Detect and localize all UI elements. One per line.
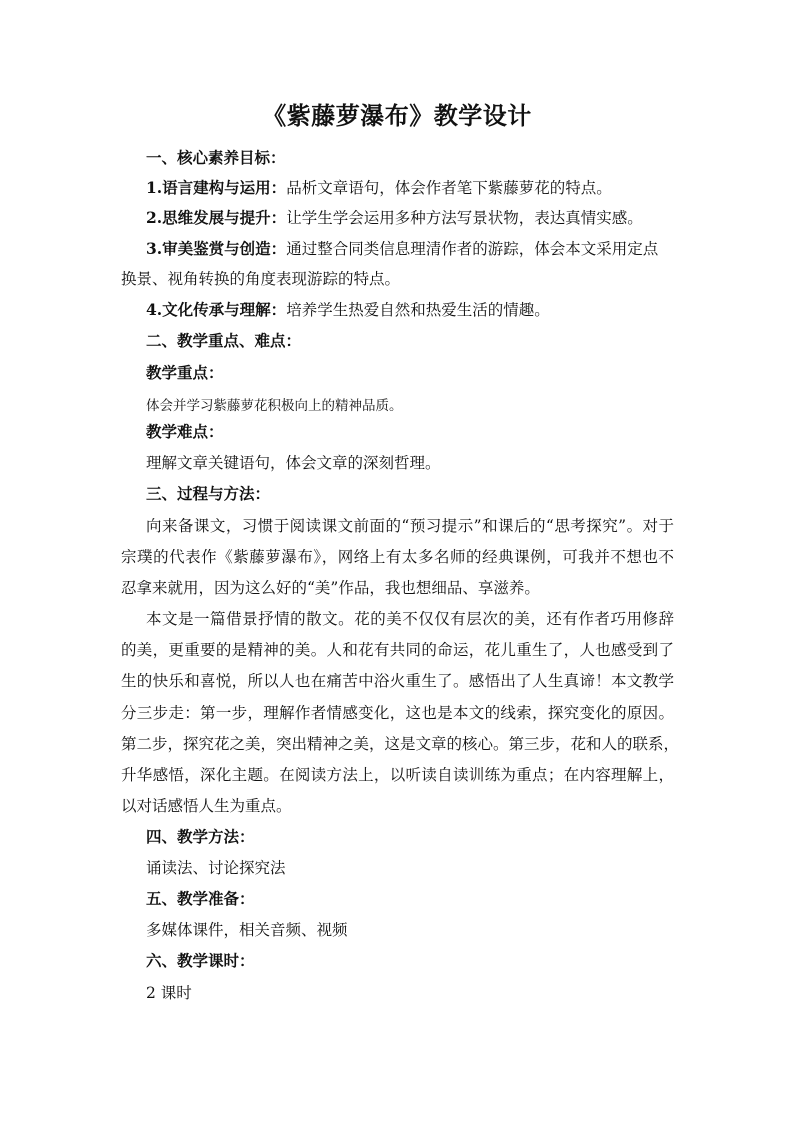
goal-item-4 bbox=[146, 298, 550, 320]
document-title: 《紫藤萝瀑布》教学设计 bbox=[262, 101, 532, 130]
hours-text: 2 课时 bbox=[146, 984, 192, 1002]
paragraph-line: 本文是一篇借景抒情的散文。花的美不仅仅有层次的美，还有作者巧用修辞 bbox=[146, 610, 674, 628]
goal-label: 2.思维发展与提升： bbox=[146, 208, 287, 227]
section-heading-methods: 四、教学方法： bbox=[146, 827, 255, 846]
paragraph-line: 以对话感悟人生为重点。 bbox=[121, 797, 292, 815]
section-heading-goals: 一、核心素养目标： bbox=[146, 148, 286, 167]
paragraph-line: 忍拿来就用，因为这么好的“美”作品，我也想细品、享滋养。 bbox=[121, 579, 540, 597]
paragraph-line: 的美，更重要的是精神的美。人和花有共同的命运，花儿重生了，人也感受到了 bbox=[121, 641, 674, 659]
goal-text: 通过整合同类信息理清作者的游踪，体会本文采用定点 bbox=[286, 240, 659, 258]
goal-item-1 bbox=[146, 176, 612, 198]
paragraph-line: 生的快乐和喜悦，所以人也在痛苦中浴火重生了。感悟出了人生真谛！本文教学 bbox=[121, 672, 674, 690]
goal-item-3-continued: 换景、视角转换的角度表现游踪的特点。 bbox=[121, 270, 401, 288]
goal-label: 3.审美鉴赏与创造： bbox=[146, 239, 287, 258]
goal-label: 1.语言建构与运用： bbox=[146, 178, 287, 197]
goal-item-2 bbox=[146, 206, 643, 228]
paragraph-line: 分三步走：第一步，理解作者情感变化，这也是本文的线索，探究变化的原因。 bbox=[121, 704, 674, 722]
paragraph-line: 第二步，探究花之美，突出精神之美，这是文章的核心。第三步，花和人的联系， bbox=[121, 735, 680, 753]
paragraph-line: 升华感悟，深化主题。在阅读方法上，以听读自读训练为重点；在内容理解上， bbox=[121, 766, 674, 784]
goal-text: 品析文章语句，体会作者笔下紫藤萝花的特点。 bbox=[286, 179, 612, 197]
key-point-text: 体会并学习紫藤萝花积极向上的精神品质。 bbox=[146, 398, 403, 414]
section-heading-hours: 六、教学课时： bbox=[146, 951, 255, 970]
section-heading-process: 三、过程与方法： bbox=[146, 484, 271, 503]
section-heading-preparation: 五、教学准备： bbox=[146, 889, 255, 908]
goal-item-3 bbox=[146, 237, 658, 259]
difficulty-text: 理解文章关键语句，体会文章的深刻哲理。 bbox=[146, 454, 441, 472]
paragraph-line: 宗璞的代表作《紫藤萝瀑布》，网络上有太多名师的经典课例，可我并不想也不 bbox=[121, 548, 674, 566]
key-point-label: 教学重点： bbox=[146, 363, 224, 382]
preparation-text: 多媒体课件，相关音频、视频 bbox=[146, 921, 348, 939]
section-heading-key-points: 二、教学重点、难点： bbox=[146, 331, 302, 350]
goal-text: 让学生学会运用多种方法写景状物，表达真情实感。 bbox=[286, 209, 643, 227]
difficulty-label: 教学难点： bbox=[146, 422, 224, 441]
paragraph-line: 向来备课文，习惯于阅读课文前面的“预习提示”和课后的“思考探究”。对于 bbox=[146, 517, 674, 535]
goal-label: 4.文化传承与理解： bbox=[146, 300, 287, 319]
methods-text: 诵读法、讨论探究法 bbox=[146, 859, 286, 877]
goal-text: 培养学生热爱自然和热爱生活的情趣。 bbox=[286, 301, 550, 319]
